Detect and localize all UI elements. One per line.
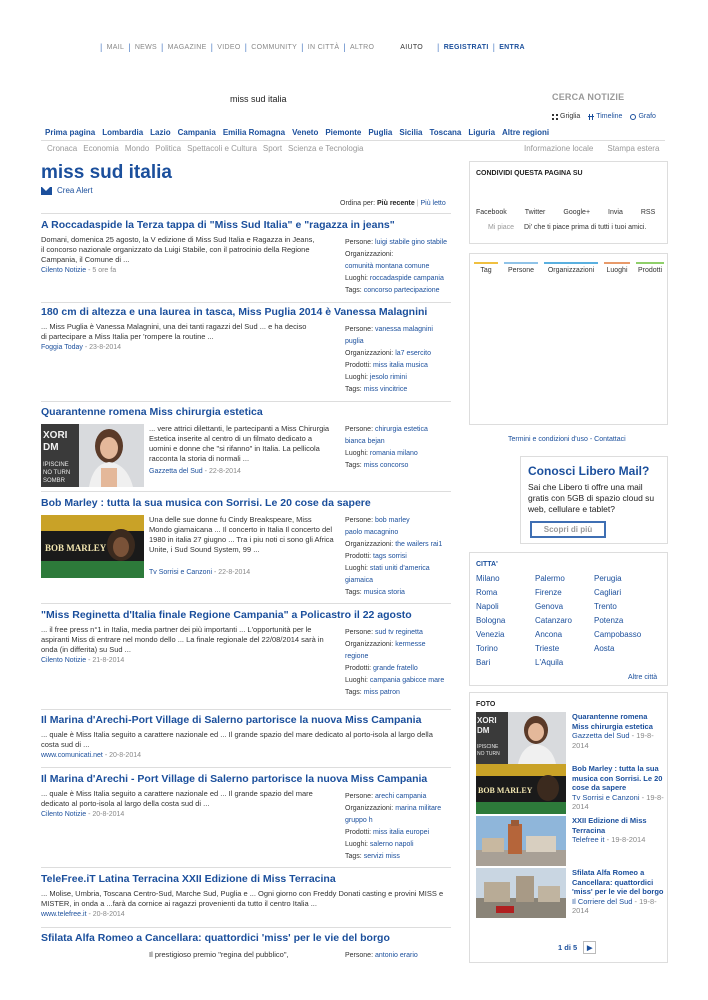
- article-snippet: ... Miss Puglia è Vanessa Malagnini, una dei tanti ragazzi del Sud ... e ha deciso di partecipare a Miss Italia per 'rompere la routine ...: [41, 322, 307, 341]
- tab-organizzazioni[interactable]: Organizzazioni: [544, 262, 598, 274]
- article-title[interactable]: Il Marina d'Arechi - Port Village di Salerno partorisce la nuova Miss Campania: [41, 773, 428, 785]
- city-link[interactable]: Perugia: [594, 574, 622, 583]
- sort-piu-recente[interactable]: Più recente: [376, 200, 415, 207]
- article-title[interactable]: Il Marina d'Arechi-Port Village di Salerno partorisce la nuova Miss Campania: [41, 714, 422, 726]
- city-link[interactable]: Bologna: [476, 616, 506, 625]
- mi-piace-text: Di' che ti piace prima di tutti i tuoi amici.: [524, 224, 647, 231]
- nav-separator: |: [128, 42, 131, 52]
- share-twitter[interactable]: Twitter: [524, 209, 546, 216]
- view-timeline[interactable]: [588, 113, 622, 120]
- article-meta: Tv Sorrisi e Canzoni - 22-8-2014: [149, 569, 251, 576]
- article-item: [41, 406, 451, 488]
- foto-item-title[interactable]: Sfilata Alfa Romeo a Cancellara: quattordici 'miss' per le vie del borgo: [572, 868, 664, 896]
- svg-text:XORI: XORI: [43, 430, 68, 441]
- view-timeline-label: Timeline: [596, 113, 623, 120]
- city-link[interactable]: Firenze: [535, 588, 562, 597]
- article-title[interactable]: 180 cm di altezza e una laurea in tasca, Miss Puglia 2014 è Vanessa Malagnini: [41, 306, 428, 318]
- article-snippet: ... Molise, Umbria, Toscana Centro-Sud, Marche Sud, Puglia e ... Ogni giorno con Freddy Donati casting e provini MISS e MISTER, in onda a ...farà da cornice ai ragazzi provenienti da tutto il centro Italia ...: [41, 889, 444, 908]
- article-snippet: ... il free press n°1 in Italia, media partner dei più importanti ... L'opportunità per le aspiranti Miss di entrare nel mondo dello ... La finale regionale del 22/08/2014 sarà in onda (in differita) su Sud ...: [41, 625, 324, 654]
- article-title[interactable]: Sfilata Alfa Romeo a Cancellara: quattordici 'miss' per le vie del borgo: [41, 932, 390, 944]
- thumbnail-woman-image: [41, 424, 144, 487]
- svg-text:SOMBR: SOMBR: [43, 478, 66, 484]
- article-item: [41, 497, 451, 597]
- foto-item-title[interactable]: Quarantenne romena Miss chirurgia estetica: [572, 712, 653, 731]
- view-griglia[interactable]: [552, 113, 580, 120]
- divider: [41, 767, 451, 768]
- article-snippet: ... vere attrici dilettanti, le partecipanti a Miss Chirurgia Estetica inserite al centro di un filmato dedicato a uomini e donne che "si rifanno" in Italia. La pellicola racconta la storia di normali ...: [149, 424, 330, 463]
- city-link[interactable]: Trieste: [535, 644, 560, 653]
- article-date: 20-8-2014: [92, 911, 125, 918]
- nav-community[interactable]: COMMUNITY: [251, 43, 298, 51]
- article-item: [41, 932, 451, 972]
- libero-mail-title: Conosci Libero Mail?: [528, 464, 650, 478]
- nav-magazine[interactable]: MAGAZINE: [167, 43, 207, 51]
- region-lombardia[interactable]: Lombardia: [102, 128, 144, 137]
- article-date: 21-8-2014: [92, 657, 125, 664]
- article-item: [41, 306, 451, 396]
- foto-thumbnail[interactable]: [476, 764, 566, 814]
- share-title: CONDIVIDI QUESTA PAGINA SU: [476, 170, 583, 177]
- mi-piace-button[interactable]: Mi piace: [488, 224, 515, 231]
- article-snippet: Una delle sue donne fu Cindy Breakspeare, Miss Mondo giamaicana ... Il concerto in Italia Il concerto del 1980 in italia 27 giugno ... Tra i piu noti ci sono gli Africa Unite, i Sud Sound System, 99 ...: [149, 515, 334, 554]
- nav-aiuto[interactable]: AIUTO: [400, 43, 424, 51]
- cat-spettacoli[interactable]: Spettacoli e Cultura: [187, 144, 257, 153]
- city-link[interactable]: Aosta: [594, 644, 615, 653]
- foto-item: [476, 816, 662, 868]
- article-source[interactable]: Tv Sorrisi e Canzoni: [149, 569, 213, 576]
- city-link[interactable]: Milano: [476, 574, 500, 583]
- city-link[interactable]: L'Aquila: [535, 658, 564, 667]
- svg-text:DM: DM: [43, 442, 59, 453]
- svg-text:IPISCINE: IPISCINE: [477, 744, 499, 750]
- foto-bob-marley-image: [476, 764, 566, 814]
- article-snippet: Domani, domenica 25 agosto, la V edizione di Miss Sud Italia e Ragazza in Jeans, il concorso nazionale organizzato da Luigi Stabile, con il patrocinio della Regione Campania, il Comune di ...: [41, 235, 315, 264]
- envelope-icon: [41, 187, 52, 195]
- nav-separator: |: [437, 42, 440, 52]
- region-emilia-romagna[interactable]: Emilia Romagna: [222, 128, 286, 137]
- article-date: 22-8-2014: [208, 468, 241, 475]
- divider: [41, 603, 451, 604]
- scopri-di-piu-button[interactable]: Scopri di più: [530, 521, 606, 538]
- view-grafo-label: Grafo: [638, 113, 656, 120]
- nav-mail[interactable]: MAIL: [106, 43, 125, 51]
- foto-cancellara-image: [476, 868, 566, 918]
- article-meta: www.telefree.it - 20-8-2014: [41, 911, 125, 918]
- nav-entra[interactable]: ENTRA: [499, 43, 525, 51]
- article-title[interactable]: "Miss Reginetta d'Italia finale Regione Campania" a Policastro il 22 agosto: [41, 609, 412, 621]
- city-link[interactable]: Ancona: [535, 630, 563, 639]
- sort-separator: |: [416, 200, 419, 207]
- region-lazio[interactable]: Lazio: [150, 128, 171, 137]
- article-date: 20-8-2014: [109, 752, 142, 759]
- article-date: 5 ore fa: [92, 267, 117, 274]
- foto-item: [476, 868, 662, 928]
- cat-mondo[interactable]: Mondo: [124, 144, 150, 153]
- cat-cronaca[interactable]: Cronaca: [47, 144, 78, 153]
- foto-date: - 19-8-2014: [572, 792, 664, 811]
- foto-item-title[interactable]: XXII Edizione di Miss Terracina: [572, 816, 647, 835]
- foto-woman-image: [476, 712, 566, 764]
- region-puglia[interactable]: Puglia: [368, 128, 393, 137]
- article-item: [41, 219, 451, 299]
- sort-piu-letto[interactable]: Più letto: [420, 200, 446, 207]
- foto-source[interactable]: Telefree it: [572, 835, 605, 844]
- city-link[interactable]: Potenza: [594, 616, 624, 625]
- article-item: [41, 773, 451, 865]
- article-meta: Cilento Notizie - 21-8-2014: [41, 657, 125, 664]
- article-snippet: ... quale è Miss Italia seguito a carattere nazionale ed ... Il grande spazio del mare dedicato al porto-isola al largo della costa sud di ...: [41, 789, 313, 808]
- divider: [41, 491, 451, 492]
- foto-terracina-image: [476, 816, 566, 866]
- nav-separator: |: [301, 42, 304, 52]
- article-tags: Persone: antonio erario: [345, 952, 418, 959]
- region-campania[interactable]: Campania: [177, 128, 216, 137]
- timeline-icon: [588, 114, 594, 120]
- nav-video[interactable]: VIDEO: [217, 43, 241, 51]
- article-source[interactable]: Cilento Notizie: [41, 657, 87, 664]
- foto-date: - 19-8-2014: [572, 896, 657, 915]
- foto-source[interactable]: Tv Sorrisi e Canzoni: [572, 792, 640, 802]
- page-title: miss sud italia: [41, 162, 172, 183]
- sort-control: [340, 200, 446, 207]
- pager-label: 1 di 5: [558, 943, 578, 952]
- svg-text:BOB MARLEY: BOB MARLEY: [45, 543, 107, 553]
- divider: [41, 867, 451, 868]
- region-veneto[interactable]: Veneto: [292, 128, 319, 137]
- cat-politica[interactable]: Politica: [155, 144, 182, 153]
- foto-date: - 19-8-2014: [572, 731, 654, 750]
- article-thumbnail[interactable]: [41, 424, 144, 487]
- nav-separator: |: [161, 42, 164, 52]
- article-tags: Persone: bob marley paolo macagnino Organizzazioni: the wailers rai1 Prodotti: tags sorrisi Luoghi: stati uniti d'america giamaica Tags: musica storia: [345, 517, 443, 596]
- foto-source[interactable]: Il Corriere del Sud: [572, 896, 633, 906]
- article-title[interactable]: Bob Marley : tutta la sua musica con Sorrisi. Le 20 cose da sapere: [41, 497, 371, 509]
- nav-separator: |: [343, 42, 346, 52]
- svg-text:DM: DM: [477, 726, 490, 735]
- sort-label: Ordina per:: [340, 200, 376, 207]
- foto-thumbnail[interactable]: [476, 868, 566, 918]
- thumbnail-bob-marley-image: [41, 515, 144, 578]
- facebook-like: [488, 224, 646, 231]
- foto-title: FOTO: [476, 701, 496, 708]
- top-navigation: [96, 42, 525, 52]
- view-grafo[interactable]: [630, 113, 656, 120]
- article-source[interactable]: Cilento Notizie: [41, 267, 87, 274]
- foto-thumbnail[interactable]: [476, 712, 566, 764]
- article-tags: Persone: luigi stabile gino stabile Organizzazioni: comunità montana comune Luoghi: roccadaspide campania Tags: concorso partecipazione: [345, 239, 447, 294]
- article-meta: Foggia Today - 23-8-2014: [41, 344, 122, 351]
- article-thumbnail[interactable]: [41, 515, 144, 578]
- article-tags: Persone: sud tv reginetta Organizzazioni: kermesse regione Prodotti: grande fratello Luoghi: campania gabicce mare Tags: miss patron: [345, 629, 445, 696]
- city-link[interactable]: Trento: [594, 602, 617, 611]
- svg-text:NO TURN: NO TURN: [43, 470, 71, 476]
- share-social-links: [476, 209, 655, 216]
- terms-link[interactable]: Termini e condizioni d'uso - Contattaci: [508, 436, 626, 443]
- foto-caption: [572, 712, 664, 750]
- cat-stampa-estera[interactable]: Stampa estera: [607, 144, 660, 153]
- article-item: [41, 714, 451, 766]
- graph-icon: [630, 114, 636, 120]
- nav-separator: |: [210, 42, 214, 52]
- svg-text:NO TURN: NO TURN: [477, 751, 500, 757]
- article-source[interactable]: Foggia Today: [41, 344, 83, 351]
- view-griglia-label: Griglia: [560, 113, 581, 120]
- grid-icon: [552, 114, 558, 120]
- divider: [41, 213, 451, 214]
- nav-registrati[interactable]: REGISTRATI: [443, 43, 489, 51]
- tag-cloud-tabs: [474, 262, 664, 274]
- nav-news[interactable]: NEWS: [134, 43, 158, 51]
- region-piemonte[interactable]: Piemonte: [325, 128, 362, 137]
- nav-separator: |: [244, 42, 248, 52]
- tab-persone[interactable]: Persone: [504, 262, 538, 274]
- foto-pager: [558, 941, 596, 954]
- city-link[interactable]: Bari: [476, 658, 491, 667]
- article-title[interactable]: TeleFree.iT Latina Terracina XXII Edizione di Miss Terracina: [41, 873, 336, 885]
- article-source[interactable]: Cilento Notizie: [41, 811, 87, 818]
- tab-tag[interactable]: Tag: [474, 262, 498, 274]
- divider: [41, 401, 451, 402]
- divider: [41, 140, 665, 141]
- article-date: 20-8-2014: [92, 811, 125, 818]
- article-item: [41, 873, 451, 925]
- view-switcher: [552, 113, 656, 120]
- cat-informazione-locale[interactable]: Informazione locale: [524, 144, 594, 153]
- divider: [41, 927, 451, 928]
- article-title[interactable]: Quarantenne romena Miss chirurgia estetica: [41, 406, 263, 418]
- crea-alert[interactable]: [41, 186, 93, 195]
- divider: [41, 709, 451, 710]
- article-meta: Gazzetta del Sud - 22-8-2014: [149, 468, 241, 475]
- foto-caption: [572, 764, 664, 812]
- altre-citta-link[interactable]: Altre città: [628, 674, 658, 681]
- city-link[interactable]: Cagliari: [594, 588, 622, 597]
- citta-title: CITTA': [476, 561, 498, 568]
- regions-nav: [45, 128, 549, 137]
- city-link[interactable]: Genova: [535, 602, 564, 611]
- nav-in-citta[interactable]: IN CITTÀ: [307, 43, 340, 51]
- city-link[interactable]: Torino: [476, 644, 498, 653]
- foto-caption: [572, 816, 664, 845]
- share-google-plus[interactable]: Google+: [563, 209, 591, 216]
- divider: [41, 302, 451, 303]
- foto-thumbnail[interactable]: [476, 816, 566, 866]
- crea-alert-label: Crea Alert: [57, 186, 93, 195]
- city-link[interactable]: Venezia: [476, 630, 505, 639]
- city-link[interactable]: Palermo: [535, 574, 565, 583]
- share-facebook[interactable]: Facebook: [476, 209, 507, 216]
- foto-item-title[interactable]: Bob Marley : tutta la sua musica con Sorrisi. Le 20 cose da sapere: [572, 764, 663, 792]
- categories-nav: [47, 144, 364, 153]
- city-link[interactable]: Roma: [476, 588, 498, 597]
- article-source[interactable]: Gazzetta del Sud: [149, 468, 203, 475]
- foto-item: [476, 712, 662, 764]
- tab-luoghi[interactable]: Luoghi: [604, 262, 630, 274]
- region-prima-pagina[interactable]: Prima pagina: [45, 128, 96, 137]
- article-date: 23-8-2014: [89, 344, 122, 351]
- article-snippet: Il prestigioso premio "regina del pubblico",: [149, 950, 289, 959]
- city-list: [476, 573, 653, 669]
- region-altre[interactable]: Altre regioni: [502, 128, 550, 137]
- categories-nav-right: [524, 144, 659, 153]
- tag-cloud-box: [469, 253, 668, 425]
- foto-source[interactable]: Gazzetta del Sud: [572, 731, 630, 740]
- svg-text:XORI: XORI: [477, 716, 497, 725]
- cat-sport[interactable]: Sport: [262, 144, 283, 153]
- city-link[interactable]: Napoli: [476, 602, 499, 611]
- article-meta: www.comunicati.net - 20-8-2014: [41, 752, 142, 759]
- article-meta: Cilento Notizie - 20-8-2014: [41, 811, 125, 818]
- foto-date: - 19-8-2014: [606, 835, 646, 844]
- tab-prodotti[interactable]: Prodotti: [636, 262, 664, 274]
- svg-text:BOB MARLEY: BOB MARLEY: [478, 786, 533, 795]
- foto-item: [476, 764, 662, 816]
- region-toscana[interactable]: Toscana: [429, 128, 462, 137]
- cat-economia[interactable]: Economia: [83, 144, 119, 153]
- region-liguria[interactable]: Liguria: [468, 128, 496, 137]
- search-box: [230, 94, 430, 104]
- nav-separator: |: [100, 42, 103, 52]
- article-item: [41, 609, 451, 704]
- next-arrow-icon[interactable]: ▶: [583, 941, 596, 954]
- article-tags: Persone: chirurgia estetica bianca bejan Luoghi: romania milano Tags: miss concorso: [345, 426, 428, 469]
- nav-separator: |: [492, 42, 496, 52]
- article-source[interactable]: www.telefree.it: [41, 911, 87, 918]
- share-invia[interactable]: Invia: [608, 209, 623, 216]
- share-rss[interactable]: RSS: [640, 209, 656, 216]
- article-tags: Persone: arechi campania Organizzazioni: marina militare gruppo h Prodotti: miss italia europei Luoghi: salerno napoli Tags: servizi miss: [345, 793, 442, 860]
- article-source[interactable]: www.comunicati.net: [41, 752, 103, 759]
- city-link[interactable]: Catanzaro: [535, 616, 572, 625]
- city-link[interactable]: Campobasso: [594, 630, 642, 639]
- article-meta: Cilento Notizie - 5 ore fa: [41, 267, 117, 274]
- article-title[interactable]: A Roccadaspide la Terza tappa di "Miss Sud Italia" e "ragazza in jeans": [41, 219, 395, 231]
- foto-caption: [572, 868, 664, 916]
- cat-scienza[interactable]: Scienza e Tecnologia: [288, 144, 364, 153]
- region-sicilia[interactable]: Sicilia: [399, 128, 423, 137]
- article-snippet: ... quale è Miss Italia seguito a carattere nazionale ed ... Il grande spazio del mare dedicato al porto-isola al largo della costa sud di ...: [41, 730, 433, 749]
- article-tags: Persone: vanessa malagnini puglia Organizzazioni: la7 esercito Prodotti: miss italia musica Luoghi: jesolo rimini Tags: miss vincitrice: [345, 326, 433, 393]
- libero-mail-text: Sai che Libero ti offre una mail gratis con 5GB di spazio cloud su web, cellulare e tablet?: [528, 482, 655, 514]
- nav-altro[interactable]: ALTRO: [349, 43, 375, 51]
- svg-text:IPISCINE: IPISCINE: [43, 462, 69, 468]
- article-date: 22-8-2014: [218, 569, 251, 576]
- search-button[interactable]: CERCA NOTIZIE: [552, 92, 625, 102]
- search-input[interactable]: [230, 94, 430, 104]
